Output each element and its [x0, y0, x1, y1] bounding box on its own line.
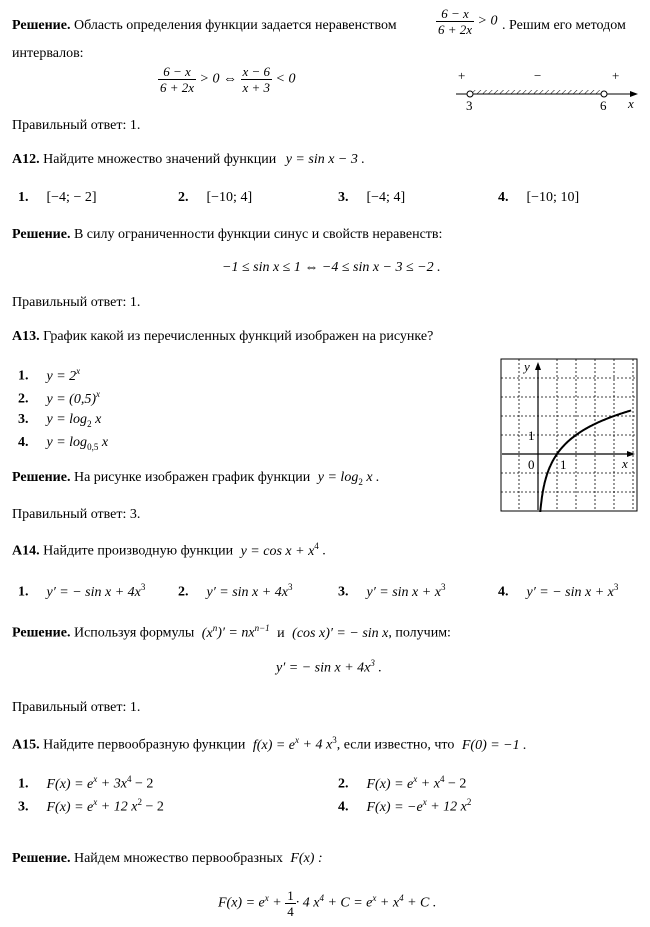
a14-solution-equation [276, 658, 382, 677]
task-label: А13. [12, 329, 40, 344]
option-tail: − 2 [141, 799, 164, 815]
a15-solution [12, 851, 323, 867]
function-superscript: 4 [314, 541, 319, 551]
eq-part-c: + C = e [323, 895, 373, 911]
fraction-denominator: 6 + 2x [160, 80, 195, 95]
a15-solution-equation [218, 888, 436, 919]
option-value: F(x) = −e [366, 799, 423, 815]
formula-sup: n [212, 623, 218, 633]
a12-option-3 [338, 190, 405, 206]
option-tail: − 2 [444, 776, 467, 792]
eq-part-e: + C . [403, 895, 437, 911]
inequality-sign: > 0 [477, 13, 498, 29]
a12-answer: Правильный ответ: 1. [12, 295, 141, 310]
tick-label-3: 3 [466, 98, 473, 112]
option-value: y = (0,5) [46, 391, 96, 407]
option-tail: x [98, 435, 109, 450]
question-text: Найдите множество значений функции [43, 152, 277, 167]
a14-option-2 [178, 582, 292, 601]
a15-option-1 [18, 774, 153, 793]
equivalence-sign: > 0 ⇔ [199, 71, 237, 87]
fraction-denominator: 6 + 2x [438, 22, 473, 37]
option-number: 1. [18, 584, 29, 600]
option-number: 2. [178, 190, 189, 205]
solution-text: На рисунке изображен график функции [73, 470, 311, 485]
intro-equivalence [158, 64, 296, 95]
graph-x-label: x [622, 456, 628, 471]
open-point-3 [467, 91, 473, 97]
formula-power-b: )′ = nx [217, 625, 255, 641]
task-label: А15. [12, 737, 40, 753]
option-subscript: 0,5 [87, 441, 99, 452]
option-sup: x [93, 797, 98, 807]
equation-text: y′ = − sin x + 4x [276, 660, 371, 676]
option-superscript: 3 [440, 582, 446, 592]
option-mid: + 12 x [426, 799, 467, 815]
eq-plus: + [268, 895, 286, 911]
a12-solution [12, 227, 442, 243]
a12-option-1 [18, 190, 97, 206]
condition-equation: F(0) = −1 . [461, 737, 527, 753]
fraction-numerator: x − 6 [242, 64, 271, 79]
solution-function: y = log [317, 470, 359, 485]
option-value: F(x) = e [46, 776, 94, 792]
option-value: y = log [46, 435, 88, 450]
option-value: [−4; 4] [366, 190, 406, 205]
a14-option-1 [18, 582, 145, 601]
eq-sup-4: 4 [399, 893, 404, 904]
option-mid: + x [417, 776, 440, 792]
option-superscript: x [96, 389, 100, 399]
solution-text: В силу ограниченности функции синус и свойств неравенств: [73, 227, 443, 242]
equation-tail: . [374, 660, 382, 676]
eq-sup-3: x [372, 893, 377, 904]
fraction-numerator: 6 − x [436, 6, 474, 22]
question-text: Найдите первообразную функции [43, 737, 246, 753]
intro-text-b: . Решим его методом [502, 18, 626, 33]
graph-origin-label: 0 [528, 457, 535, 472]
eq-part-b: · 4 x [295, 895, 320, 911]
function-tail: . [318, 543, 326, 559]
a13-option-4 [18, 435, 108, 452]
option-number: 3. [338, 584, 349, 600]
option-value: y = log [46, 412, 88, 427]
equation-sup: 3 [370, 658, 375, 668]
option-sup2: 2 [137, 797, 142, 807]
option-number: 4. [18, 435, 29, 450]
option-value: F(x) = e [366, 776, 414, 792]
eq-sup-1: x [264, 893, 269, 904]
a12-question [12, 152, 365, 168]
formula-cos: (cos x)′ = − sin x [292, 625, 389, 641]
option-superscript: 3 [140, 582, 146, 592]
a15-question [12, 735, 527, 754]
question-text: График какой из перечисленных функций изображен на рисунке? [43, 329, 434, 344]
a12-option-2 [178, 190, 252, 206]
option-number: 3. [18, 799, 29, 815]
a13-answer: Правильный ответ: 3. [12, 507, 141, 522]
conjunction: и [277, 625, 285, 641]
a14-answer: Правильный ответ: 1. [12, 700, 141, 715]
intro-text: Область определения функции задается неравенством [73, 18, 397, 33]
option-number: 1. [18, 368, 29, 384]
option-number: 1. [18, 190, 29, 205]
option-number: 4. [498, 190, 509, 205]
intro-answer: Правильный ответ: 1. [12, 118, 141, 133]
function-sup: x [295, 735, 300, 745]
solution-label: Решение. [12, 851, 71, 866]
intro-fraction [436, 6, 498, 37]
number-line [448, 66, 642, 112]
option-sup2: 4 [126, 774, 132, 784]
intro-text-c: интервалов: [12, 46, 84, 61]
graph-unit-x-label: 1 [560, 457, 567, 472]
task-label: А12. [12, 152, 40, 167]
inequality-sign: < 0 [275, 71, 296, 87]
a13-question [12, 329, 433, 345]
option-sup: x [413, 774, 418, 784]
option-value: [−10; 4] [206, 190, 253, 205]
solution-function: F(x) : [290, 851, 323, 866]
option-number: 3. [338, 190, 349, 205]
a13-solution [12, 470, 380, 487]
option-number: 3. [18, 412, 29, 427]
open-point-6 [601, 91, 607, 97]
option-subscript: 2 [87, 418, 92, 429]
a13-option-3 [18, 412, 101, 429]
axis-label-x: x [628, 96, 634, 111]
solution-tail: x . [362, 470, 380, 485]
eq-part-d: + x [376, 895, 400, 911]
option-superscript: x [76, 366, 81, 376]
option-value: y′ = sin x + 4x [206, 584, 288, 600]
tick-label-6: 6 [600, 98, 607, 112]
solution-tail: , получим: [388, 625, 451, 641]
a13-option-2 [18, 389, 100, 408]
task-label: А14. [12, 543, 40, 559]
option-value: F(x) = e [46, 799, 94, 815]
sign-plus-right: + [612, 68, 620, 83]
fraction-numerator: 6 − x [158, 64, 196, 80]
option-tail: x [91, 412, 102, 427]
eq-sup-2: 4 [319, 893, 324, 904]
a12-option-4 [498, 190, 579, 206]
solution-text: Используя формулы [73, 625, 195, 641]
option-number: 2. [338, 776, 349, 792]
sign-plus-left: + [458, 68, 466, 83]
a14-option-3 [338, 582, 445, 601]
fraction-denominator: 4 [287, 904, 294, 919]
option-mid: + 12 x [97, 799, 138, 815]
option-value: [−4; − 2] [46, 190, 97, 205]
question-function: y = sin x − 3 . [285, 152, 365, 167]
option-value: [−10; 10] [526, 190, 580, 205]
condition-text: , если известно, что [336, 737, 455, 753]
option-sup2: 2 [466, 797, 472, 807]
option-sup2: 4 [439, 774, 445, 784]
a13-option-1 [18, 366, 80, 385]
option-value: y′ = − sin x + 4x [46, 584, 141, 600]
option-superscript: 3 [613, 582, 619, 592]
option-tail: − 2 [131, 776, 154, 792]
a12-solution-equation: −1 ≤ sin x ≤ 1 ⇔ −4 ≤ sin x − 3 ≤ −2 . [222, 260, 441, 275]
a14-question [12, 541, 326, 560]
log-graph [500, 358, 638, 512]
question-function: y = cos x + x [240, 543, 315, 559]
solution-text: Найдем множество первообразных [73, 851, 283, 866]
solution-label: Решение. [12, 227, 71, 242]
eq-part-a: F(x) = e [218, 895, 265, 911]
intro-line-1 [12, 18, 397, 34]
fraction-denominator: x + 3 [242, 80, 271, 95]
option-number: 4. [498, 584, 509, 600]
option-value: y′ = − sin x + x [526, 584, 614, 600]
solution-label: Решение. [12, 625, 71, 641]
question-function: f(x) = e [252, 737, 296, 753]
graph-y-label: y [524, 359, 530, 374]
sign-minus: − [534, 68, 542, 83]
option-sup: x [422, 797, 427, 807]
function-sup2: 3 [332, 735, 337, 745]
solution-label: Решение. [12, 18, 71, 33]
formula-power: (x [201, 625, 213, 641]
solution-subscript: 2 [358, 476, 363, 487]
function-b: + 4 x [299, 737, 333, 753]
option-number: 4. [338, 799, 349, 815]
a15-option-3 [18, 797, 164, 816]
option-number: 1. [18, 776, 29, 792]
option-sup: x [93, 774, 98, 784]
formula-sup2: n−1 [254, 623, 270, 633]
solution-label: Решение. [12, 470, 71, 485]
question-text: Найдите производную функции [43, 543, 234, 559]
option-value: y = 2 [46, 368, 77, 384]
option-mid: + 3x [97, 776, 127, 792]
option-number: 2. [18, 391, 29, 407]
graph-unit-y-label: 1 [528, 428, 535, 443]
a14-solution [12, 623, 451, 642]
a15-option-4 [338, 797, 471, 816]
option-number: 2. [178, 584, 189, 600]
a15-option-2 [338, 774, 466, 793]
hatched-interval [472, 90, 603, 94]
fraction-numerator: 1 [287, 888, 294, 903]
option-value: y′ = sin x + x [366, 584, 441, 600]
option-superscript: 3 [287, 582, 293, 592]
a14-option-4 [498, 582, 618, 601]
